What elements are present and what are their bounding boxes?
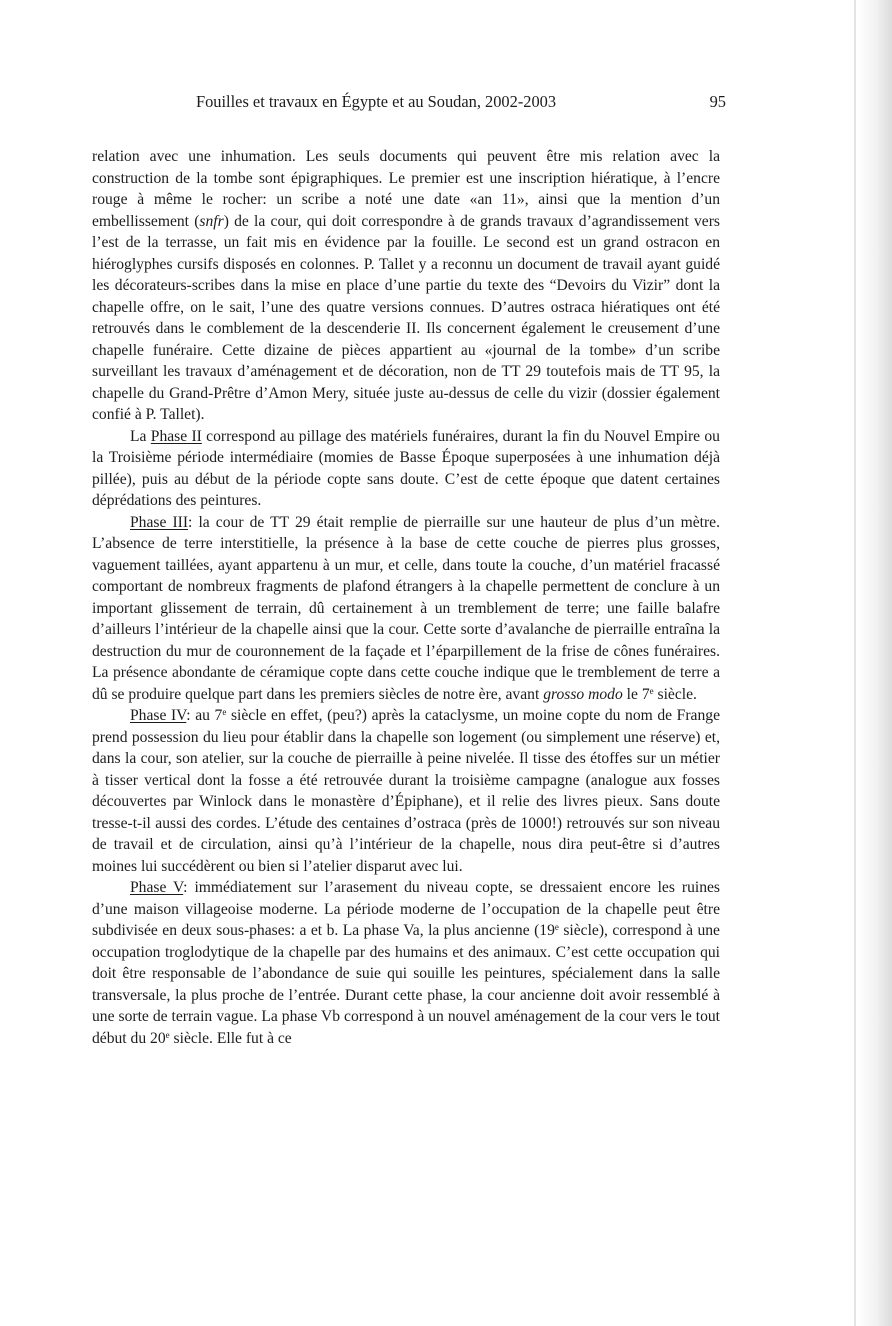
running-head-title: Fouilles et travaux en Égypte et au Soudan, 2002-2003 bbox=[196, 92, 557, 111]
p3-sup: e bbox=[649, 685, 654, 696]
page-edge-shadow bbox=[858, 0, 892, 1326]
p5-sup-1: e bbox=[554, 922, 559, 932]
body-text bbox=[92, 146, 720, 1049]
p5-text-c: siècle. Elle fut à ce bbox=[169, 1029, 292, 1047]
running-head bbox=[196, 92, 726, 114]
p1-text-a: relation avec une inhumation. Les seuls documents qui peuvent être mis relation avec la construction de la tombe sont épigraphiques. Le premier est une inscription hiératique, à l’encre rouge à même le rocher: un scribe a noté une date «an 11», ainsi que la mention d’un embellissement ( bbox=[92, 148, 720, 230]
phase-4-label: Phase IV bbox=[130, 707, 187, 724]
p5-sup-2: e bbox=[165, 1029, 170, 1040]
phase-3-label: Phase III bbox=[130, 513, 189, 531]
paragraph-phase-5 bbox=[92, 877, 720, 1049]
p5-text-b: siècle), correspond à une occupation troglodytique de la chapelle par des humains et des animaux. C’est cette occupation qui doit être responsable de l’abondance de suie qui souille les peintures, spécialement dans la salle transversale, la plus proche de l’entrée. Durant cette phase, la cour ancienne doit avoir ressemblé à une sorte de terrain vague. La phase Vb correspond à un nouvel aménagement de la cour vers le tout début du 20 bbox=[92, 922, 720, 1047]
p3-italic: grosso modo bbox=[543, 685, 623, 703]
paragraph-phase-2 bbox=[92, 426, 720, 512]
paragraph-phase-4 bbox=[92, 705, 720, 877]
p1-snfr: snfr bbox=[199, 212, 224, 230]
p2-pre: La bbox=[130, 427, 151, 445]
p3-text-b: le 7 bbox=[622, 685, 650, 703]
p3-text-c: siècle. bbox=[653, 685, 697, 703]
p4-text-b: siècle en effet, (peu?) après la cataclysme, un moine copte du nom de Frange prend possession du lieu pour établir dans la chapelle son logement (ou simplement une réserve) et, dans la cour, son atelier, sur la couche de pierraille à peine nivelée. Il tisse des étoffes sur un métier à tisser vertical dont la fosse a été retrouvée durant la troisième campagne (analogue aux fosses découvertes par Winlock dans le monastère d’Épiphane), et il relie des livres pieux. Sans doute tresse-t-il aussi des cordes. L’étude des centaines d’ostraca (près de 1000!) retrouvés sur son niveau de travail et de circulation, ainsi qu’à l’intérieur de la chapelle, nous dira peut-être si d’autres moines lui succédèrent ou bien si l’atelier disparut avec lui. bbox=[92, 707, 720, 875]
p2-text: correspond au pillage des matériels funéraires, durant la fin du Nouvel Empire ou la Troisième période intermédiaire (momies de Basse Époque superposées à une inhumation déjà pillée), puis au début de la période copte sans doute. C’est de cette époque que datent certaines déprédations des peintures. bbox=[92, 427, 720, 509]
p5-text-a: : immédiatement sur l’arasement du niveau copte, se dressaient encore les ruines d’une maison villageoise moderne. La période moderne de l’occupation de la chapelle peut être subdivisée en deux sous-phases: a et b. La phase Va, la plus ancienne (19 bbox=[92, 879, 720, 939]
p3-text-a: : la cour de TT 29 était remplie de pierraille sur une hauteur de plus d’un mètre. L’absence de terre interstitielle, la présence à la base de cette couche de pierres plus grosses, vaguement taillées, ayant appartenu à un mur, et celle, dans toute la couche, d’un matériel fracassé comportant de nombreux fragments de plafond étrangers à la chapelle permettent de conclure à un important glissement de terrain, dû certainement à un tremblement de terre; une faille balafre d’ailleurs l’intérieur de la chapelle ainsi que la cour. Cette sorte d’avalanche de pierraille entraîna la destruction du mur de couronnement de la façade et l’éparpillement de la frise de cônes funéraires. La présence abondante de céramique copte dans cette couche indique que le tremblement de terre a dû se produire quelque part dans les premiers siècles de notre ère, avant bbox=[92, 513, 720, 703]
page-number: 95 bbox=[709, 92, 726, 111]
p4-text-a: : au 7 bbox=[186, 707, 223, 724]
paragraph-1 bbox=[92, 146, 720, 426]
paragraph-phase-3 bbox=[92, 512, 720, 706]
p1-text-b: ) de la cour, qui doit correspondre à de grands travaux d’agrandissement vers l’est de la terrasse, un fait mis en évidence par la fouille. Le second est un grand ostracon en hiéroglyphes cursifs disposés en colonnes. P. Tallet y a reconnu un document de travail ayant guidé les décorateurs-scribes dans la mise en place d’une partie du texte des “Devoirs du Vizir” dont la chapelle offre, on le sait, l’une des quatre versions connues. D’autres ostraca hiératiques ont été retrouvés dans le comblement de la descenderie II. Ils concernent également le creusement d’une chapelle funéraire. Cette dizaine de pièces appartient au «journal de la tombe» d’un scribe surveillant les travaux d’aménagement et de décoration, non de TT 29 toutefois mais de TT 95, la chapelle du Grand-Prêtre d’Amon Mery, située juste au-dessus de celle du vizir (dossier également confié à P. Tallet). bbox=[92, 212, 720, 423]
page-edge-line bbox=[854, 0, 856, 1326]
p4-sup: e bbox=[222, 707, 227, 717]
phase-2-label: Phase II bbox=[150, 427, 202, 445]
phase-5-label: Phase V bbox=[130, 879, 184, 896]
